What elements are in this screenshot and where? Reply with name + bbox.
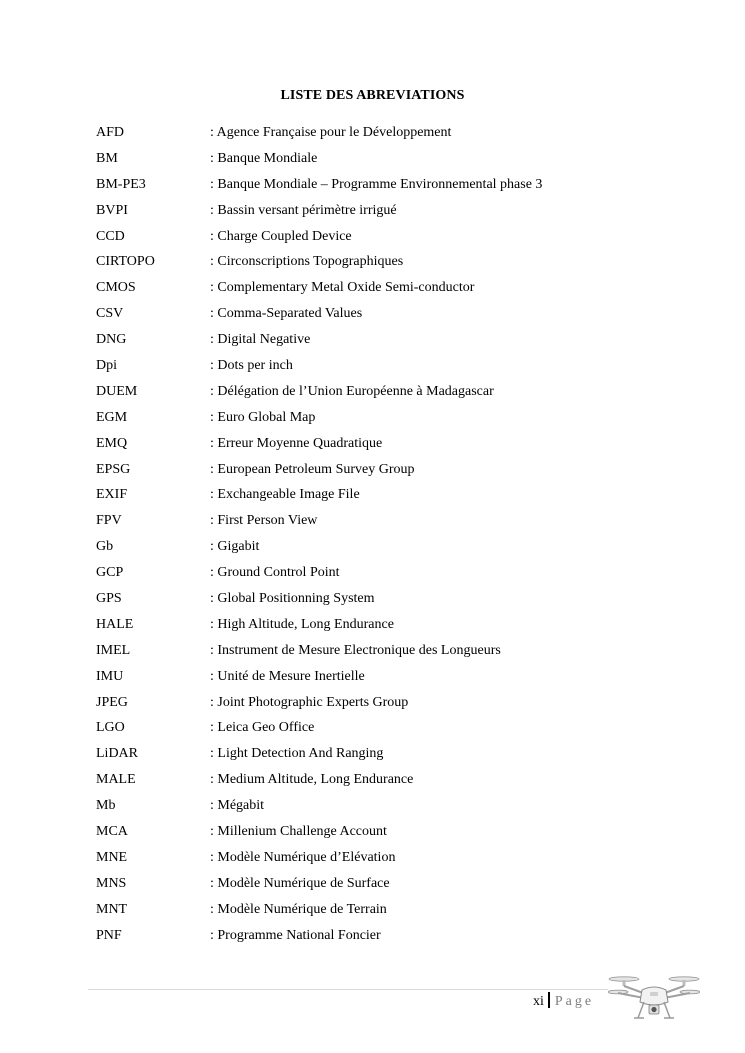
abbreviation-code: BVPI [96, 202, 128, 218]
abbreviation-code: IMEL [96, 642, 131, 658]
footer-divider [88, 989, 608, 990]
abbreviation-row [96, 615, 696, 641]
abbreviation-row [96, 693, 696, 719]
abbreviation-definition: : Ground Control Point [210, 565, 340, 581]
abbreviation-row [96, 589, 696, 615]
abbreviation-row [96, 408, 696, 434]
abbreviation-definition: : Digital Negative [210, 332, 311, 348]
abbreviation-list [96, 123, 696, 952]
abbreviation-row [96, 822, 696, 848]
abbreviation-row [96, 382, 696, 408]
abbreviation-definition: : Banque Mondiale [210, 150, 318, 166]
abbreviation-code: HALE [96, 616, 134, 632]
abbreviation-definition: : European Petroleum Survey Group [210, 461, 415, 477]
abbreviation-row [96, 356, 696, 382]
abbreviation-row [96, 201, 696, 227]
abbreviation-definition: : Comma-Separated Values [210, 306, 363, 322]
abbreviation-code: CCD [96, 228, 125, 244]
abbreviation-code: EXIF [96, 487, 128, 503]
abbreviation-row [96, 874, 696, 900]
abbreviation-code: MALE [96, 772, 136, 788]
abbreviation-code: FPV [96, 513, 122, 529]
abbreviation-definition: : Millenium Challenge Account [210, 824, 387, 840]
abbreviation-code: GCP [96, 565, 124, 581]
abbreviation-code: BM-PE3 [96, 176, 146, 192]
abbreviation-code: Mb [96, 798, 116, 814]
page-title: LISTE DES ABREVIATIONS [280, 88, 465, 103]
abbreviation-row [96, 304, 696, 330]
abbreviation-row [96, 227, 696, 253]
abbreviation-row [96, 563, 696, 589]
abbreviation-definition: : Modèle Numérique de Surface [210, 875, 390, 891]
abbreviation-row [96, 460, 696, 486]
abbreviation-code: IMU [96, 668, 124, 684]
abbreviation-row [96, 537, 696, 563]
abbreviation-definition: : High Altitude, Long Endurance [210, 616, 394, 632]
abbreviation-code: MNT [96, 901, 128, 917]
abbreviation-code: AFD [96, 125, 125, 140]
abbreviation-code: CSV [96, 306, 124, 322]
abbreviation-definition: : Gigabit [210, 539, 260, 555]
abbreviation-code: Dpi [96, 358, 117, 374]
abbreviation-row [96, 796, 696, 822]
abbreviation-row [96, 175, 696, 201]
abbreviation-code: BM [96, 150, 118, 166]
abbreviation-code: DNG [96, 332, 127, 348]
abbreviation-definition: : Euro Global Map [210, 409, 316, 425]
abbreviation-definition: : Banque Mondiale – Programme Environnemental phase 3 [210, 176, 543, 192]
abbreviation-definition: : Erreur Moyenne Quadratique [210, 435, 383, 451]
abbreviation-definition: : Charge Coupled Device [210, 228, 352, 244]
abbreviation-row [96, 641, 696, 667]
page-footer [533, 992, 594, 1011]
abbreviation-definition: : First Person View [210, 513, 318, 529]
abbreviation-row [96, 511, 696, 537]
abbreviation-definition: : Exchangeable Image File [210, 487, 360, 503]
abbreviation-definition: : Joint Photographic Experts Group [210, 694, 409, 710]
abbreviation-row [96, 330, 696, 356]
abbreviation-row [96, 434, 696, 460]
page-number: xi [533, 994, 544, 1009]
abbreviation-row [96, 149, 696, 175]
abbreviation-code: Gb [96, 539, 114, 555]
abbreviation-definition: : Medium Altitude, Long Endurance [210, 772, 414, 788]
abbreviation-code: MCA [96, 824, 128, 840]
abbreviation-definition: : Instrument de Mesure Electronique des Longueurs [210, 642, 501, 658]
abbreviation-code: EGM [96, 409, 128, 425]
abbreviation-row [96, 278, 696, 304]
abbreviation-code: CIRTOPO [96, 254, 155, 270]
abbreviation-code: GPS [96, 591, 122, 607]
abbreviation-definition: : Global Positionning System [210, 591, 375, 607]
abbreviation-definition: : Modèle Numérique de Terrain [210, 901, 387, 917]
abbreviation-definition: : Modèle Numérique d’Elévation [210, 849, 396, 865]
abbreviation-row [96, 848, 696, 874]
abbreviation-code: EPSG [96, 461, 131, 477]
abbreviation-definition: : Leica Geo Office [210, 720, 315, 736]
abbreviation-definition: : Unité de Mesure Inertielle [210, 668, 365, 684]
footer-separator [548, 992, 550, 1008]
abbreviation-row [96, 485, 696, 511]
abbreviation-row [96, 667, 696, 693]
abbreviation-definition: : Délégation de l’Union Européenne à Madagascar [210, 383, 494, 399]
abbreviation-code: LGO [96, 720, 125, 736]
abbreviation-code: JPEG [96, 694, 128, 710]
abbreviation-code: CMOS [96, 280, 136, 296]
abbreviation-row [96, 123, 696, 149]
abbreviation-row [96, 744, 696, 770]
abbreviation-code: LiDAR [96, 746, 138, 762]
abbreviation-row [96, 900, 696, 926]
drone-icon [608, 970, 700, 1028]
abbreviation-code: EMQ [96, 435, 128, 451]
page-label: Page [554, 994, 595, 1009]
abbreviation-code: MNE [96, 849, 128, 865]
abbreviation-row [96, 252, 696, 278]
abbreviation-definition: : Complementary Metal Oxide Semi-conductor [210, 280, 475, 296]
abbreviation-definition: : Mégabit [210, 798, 265, 814]
abbreviation-row [96, 926, 696, 952]
abbreviation-code: DUEM [96, 383, 138, 399]
abbreviation-row [96, 718, 696, 744]
abbreviation-code: MNS [96, 875, 127, 891]
abbreviation-code: PNF [96, 927, 122, 943]
abbreviation-definition: : Light Detection And Ranging [210, 746, 384, 762]
abbreviation-definition: : Programme National Foncier [210, 927, 381, 943]
abbreviation-definition: : Dots per inch [210, 358, 293, 374]
abbreviation-definition: : Circonscriptions Topographiques [210, 254, 404, 270]
abbreviation-row [96, 770, 696, 796]
abbreviation-definition: : Bassin versant périmètre irrigué [210, 202, 397, 218]
abbreviation-definition: : Agence Française pour le Développement [210, 125, 452, 140]
